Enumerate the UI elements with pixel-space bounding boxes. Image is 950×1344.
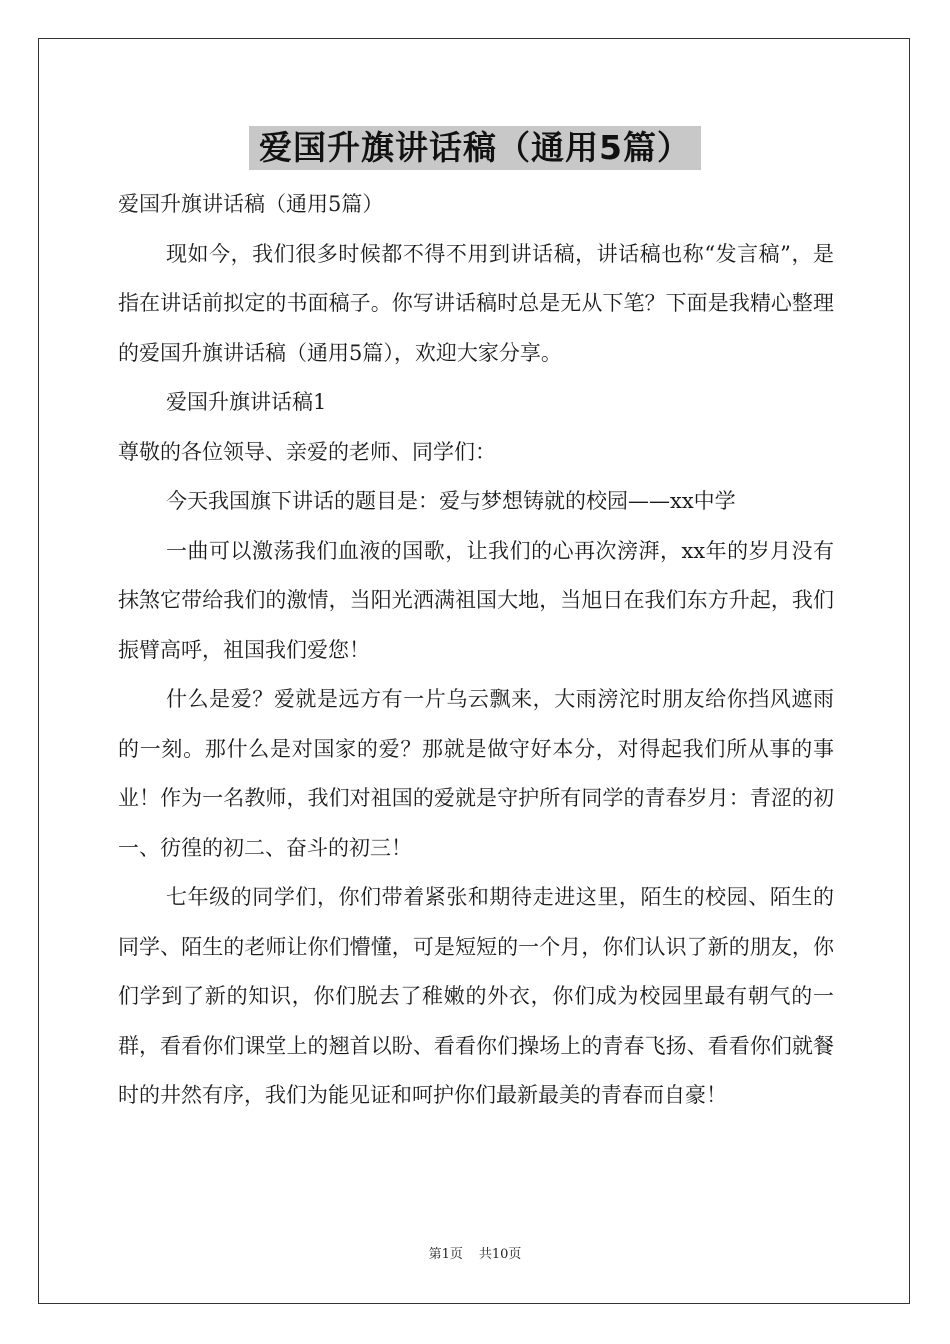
paragraph: 什么是爱？爱就是远方有一片乌云飘来，大雨滂沱时朋友给你挡风遮雨的一刻。那什么是对国家的爱？那就是做守好本分，对得起我们所从事的事业！作为一名教师，我们对祖国的爱就是守护所有同学的青春岁月：青涩的初一、彷徨的初二、奋斗的初三！ xyxy=(118,687,834,860)
section-heading: 爱国升旗讲话稿1 xyxy=(166,390,327,414)
paragraph: 今天我国旗下讲话的题目是：爱与梦想铸就的校园——xx中学 xyxy=(166,489,736,513)
document-body xyxy=(118,180,834,1121)
page-footer xyxy=(0,1246,950,1264)
title-container xyxy=(0,126,950,170)
paragraph: 现如今，我们很多时候都不得不用到讲话稿，讲话稿也称“发言稿”，是指在讲话前拟定的书面稿子。你写讲话稿时总是无从下笔？下面是我精心整理的爱国升旗讲话稿（通用5篇），欢迎大家分享。 xyxy=(118,241,834,365)
paragraph: 爱国升旗讲话稿（通用5篇） xyxy=(118,192,384,216)
page-number: 第1页 xyxy=(428,1247,463,1262)
paragraph: 一曲可以激荡我们血液的国歌，让我们的心再次滂湃，xx年的岁月没有抹煞它带给我们的激情，当阳光洒满祖国大地，当旭日在我们东方升起，我们振臂高呼，祖国我们爱您！ xyxy=(118,538,834,662)
paragraph: 七年级的同学们，你们带着紧张和期待走进这里，陌生的校园、陌生的同学、陌生的老师让你们懵懂，可是短短的一个月，你们认识了新的朋友，你们学到了新的知识，你们脱去了稚嫩的外衣，你们成为校园里最有朝气的一群，看看你们课堂上的翘首以盼、看看你们操场上的青春飞扬、看看你们就餐时的井然有序，我们为能见证和呵护你们最新最美的青春而自豪！ xyxy=(118,885,834,1107)
document-title: 爱国升旗讲话稿（通用5篇） xyxy=(249,126,701,170)
salutation: 尊敬的各位领导、亲爱的老师、同学们： xyxy=(118,439,496,464)
page-total: 共10页 xyxy=(478,1247,522,1262)
